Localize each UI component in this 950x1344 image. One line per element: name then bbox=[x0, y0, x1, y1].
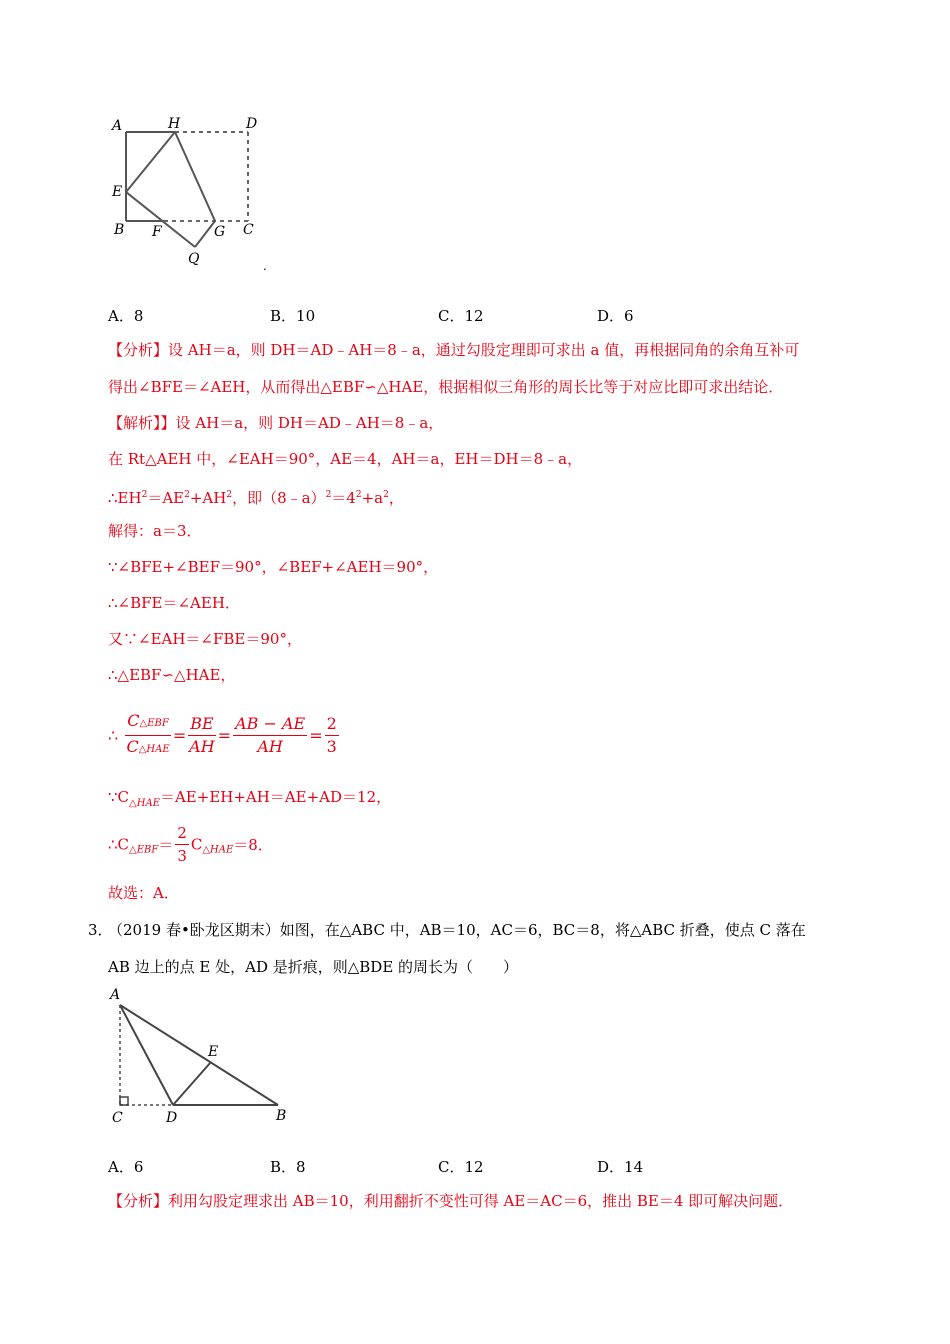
segment-AD bbox=[120, 1005, 173, 1105]
sup-2: 2 bbox=[141, 490, 148, 500]
equals: = bbox=[217, 726, 232, 745]
q3-option-b: B．8 bbox=[270, 1158, 306, 1176]
solution-line-5: ∵∠BFE+∠BEF＝90°，∠BEF+∠AEH＝90°， bbox=[108, 558, 439, 576]
solution-line-3 bbox=[108, 485, 404, 508]
segment-GQ bbox=[195, 221, 215, 247]
q3-option-d: D．14 bbox=[597, 1158, 644, 1176]
solution-line-1 bbox=[108, 413, 443, 433]
frac2-den: AH bbox=[189, 737, 215, 756]
eq-part: ，即（8﹣a） bbox=[232, 489, 326, 507]
eq-part: ＝4 bbox=[331, 489, 356, 507]
eq-part: C bbox=[190, 835, 203, 854]
eq-part: ＝8． bbox=[233, 836, 273, 854]
q3-stem-line-1: （2019 春•卧龙区期末）如图，在△ABC 中，AB＝10，AC＝6，BC＝8，将△ABC 折叠，使点 C 落在 bbox=[108, 921, 806, 939]
equals: = bbox=[172, 726, 187, 745]
eq-part: +AH bbox=[189, 489, 227, 507]
frac3-den: AH bbox=[257, 737, 283, 756]
solution-line-2: 在 Rt△AEH 中，∠EAH＝90°，AE＝4，AH＝a，EH＝DH＝8﹣a， bbox=[108, 450, 583, 468]
eq-part: ＝AE bbox=[147, 489, 185, 507]
label-G: G bbox=[214, 224, 226, 240]
label-A: A bbox=[112, 118, 123, 134]
fraction-ab-ae bbox=[233, 713, 307, 758]
option-c: C．12 bbox=[438, 307, 484, 325]
equals: = bbox=[309, 726, 323, 745]
option-b: B．10 bbox=[270, 307, 316, 325]
sup-2: 2 bbox=[184, 490, 190, 500]
label-B: B bbox=[276, 1108, 287, 1124]
label-H: H bbox=[168, 116, 181, 132]
fraction-two-thirds bbox=[325, 713, 339, 758]
label-D: D bbox=[166, 1110, 178, 1126]
sup-2: 2 bbox=[226, 490, 233, 500]
frac4-num: 2 bbox=[325, 713, 339, 736]
therefore-symbol: ∴ bbox=[108, 726, 119, 745]
solution-line-10 bbox=[108, 787, 391, 814]
fraction-two-thirds-2 bbox=[175, 822, 189, 867]
solution-line-11 bbox=[108, 822, 273, 867]
label-Q: Q bbox=[188, 251, 200, 267]
sub-ebf: △EBF bbox=[129, 844, 159, 856]
q3-stem-line-2: AB 边上的点 E 处，AD 是折痕，则△BDE 的周长为（ ） bbox=[108, 958, 519, 976]
q3-option-a: A．6 bbox=[108, 1158, 144, 1176]
frac1-num-sub: △EBF bbox=[139, 718, 169, 729]
q3-analysis-tag: 【分析】 bbox=[108, 1192, 169, 1210]
eq-part: ∴EH bbox=[108, 489, 142, 507]
eq-part: ＝AE+EH+AH＝AE+AD＝12， bbox=[159, 788, 392, 806]
frac4-den: 3 bbox=[326, 737, 337, 756]
eq-part: ， bbox=[388, 489, 404, 507]
analysis-text-1: 设 AH＝a，则 DH＝AD﹣AH＝8﹣a，通过勾股定理即可求出 a 值，再根据同角的余角互补可 bbox=[168, 341, 800, 359]
label-B: B bbox=[114, 222, 125, 238]
solution-fraction-line bbox=[108, 710, 341, 761]
solution-line-7: 又∵∠EAH＝∠FBE＝90°， bbox=[108, 630, 302, 648]
frac-den: 3 bbox=[177, 847, 187, 865]
segment-HG bbox=[175, 132, 215, 221]
analysis-line-2: 得出∠BFE＝∠AEH，从而得出△EBF∽△HAE，根据相似三角形的周长比等于对应比即可求出结论． bbox=[108, 378, 784, 396]
analysis-line-1 bbox=[108, 340, 799, 360]
frac1-num: C bbox=[127, 711, 140, 730]
eq-part: ∵C bbox=[108, 788, 130, 806]
solution-line-4: 解得：a＝3． bbox=[108, 522, 202, 540]
eq-part: +a bbox=[361, 489, 384, 507]
solution-tag: 【解析】 bbox=[108, 414, 161, 432]
eq-part: ＝ bbox=[158, 836, 174, 854]
q3-number: 3． bbox=[88, 921, 113, 939]
sup-2: 2 bbox=[355, 490, 362, 500]
figure-square-fold bbox=[100, 108, 280, 278]
figure-triangle-fold bbox=[100, 985, 300, 1130]
segment-DE bbox=[173, 1062, 211, 1105]
q3-analysis-text: 利用勾股定理求出 AB＝10，利用翻折不变性可得 AE＝AC＝6，推出 BE＝4 即可解决问题． bbox=[168, 1192, 794, 1210]
sub-hae-2: △HAE bbox=[202, 844, 234, 856]
eq-part: ∴C bbox=[108, 835, 130, 854]
frac1-den: C bbox=[126, 737, 139, 756]
label-F: F bbox=[152, 224, 162, 240]
frac1-den-sub: △HAE bbox=[138, 744, 170, 755]
solution-line-6: ∴∠BFE＝∠AEH． bbox=[108, 594, 240, 612]
fraction-perimeter-ratio bbox=[125, 710, 171, 761]
frac3-num: AB − AE bbox=[235, 714, 306, 733]
figure-dot: . bbox=[263, 259, 267, 273]
q3-option-c: C．12 bbox=[438, 1158, 484, 1176]
frac-num: 2 bbox=[175, 822, 189, 845]
solution-line-12: 故选：A． bbox=[108, 884, 179, 902]
right-angle-mark bbox=[120, 1097, 128, 1105]
sup-2: 2 bbox=[325, 490, 332, 500]
solution-line-8: ∴△EBF∽△HAE， bbox=[108, 666, 236, 684]
label-A: A bbox=[110, 987, 121, 1003]
segment-AB bbox=[120, 1005, 278, 1105]
option-a: A．8 bbox=[108, 307, 144, 325]
segment-EH bbox=[126, 132, 175, 192]
sub-hae: △HAE bbox=[129, 798, 160, 809]
solution-text-1: 】设 AH＝a，则 DH＝AD﹣AH＝8﹣a， bbox=[160, 414, 444, 432]
q3-analysis bbox=[108, 1191, 793, 1211]
label-C: C bbox=[243, 222, 254, 238]
sup-2: 2 bbox=[383, 490, 389, 500]
label-D: D bbox=[246, 116, 258, 132]
label-C: C bbox=[112, 1110, 123, 1126]
analysis-tag: 【分析】 bbox=[108, 341, 169, 359]
frac2-num: BE bbox=[190, 714, 214, 733]
label-E: E bbox=[112, 184, 123, 200]
fraction-be-ah bbox=[188, 713, 215, 758]
label-E: E bbox=[208, 1044, 219, 1060]
option-d: D．6 bbox=[597, 307, 634, 325]
